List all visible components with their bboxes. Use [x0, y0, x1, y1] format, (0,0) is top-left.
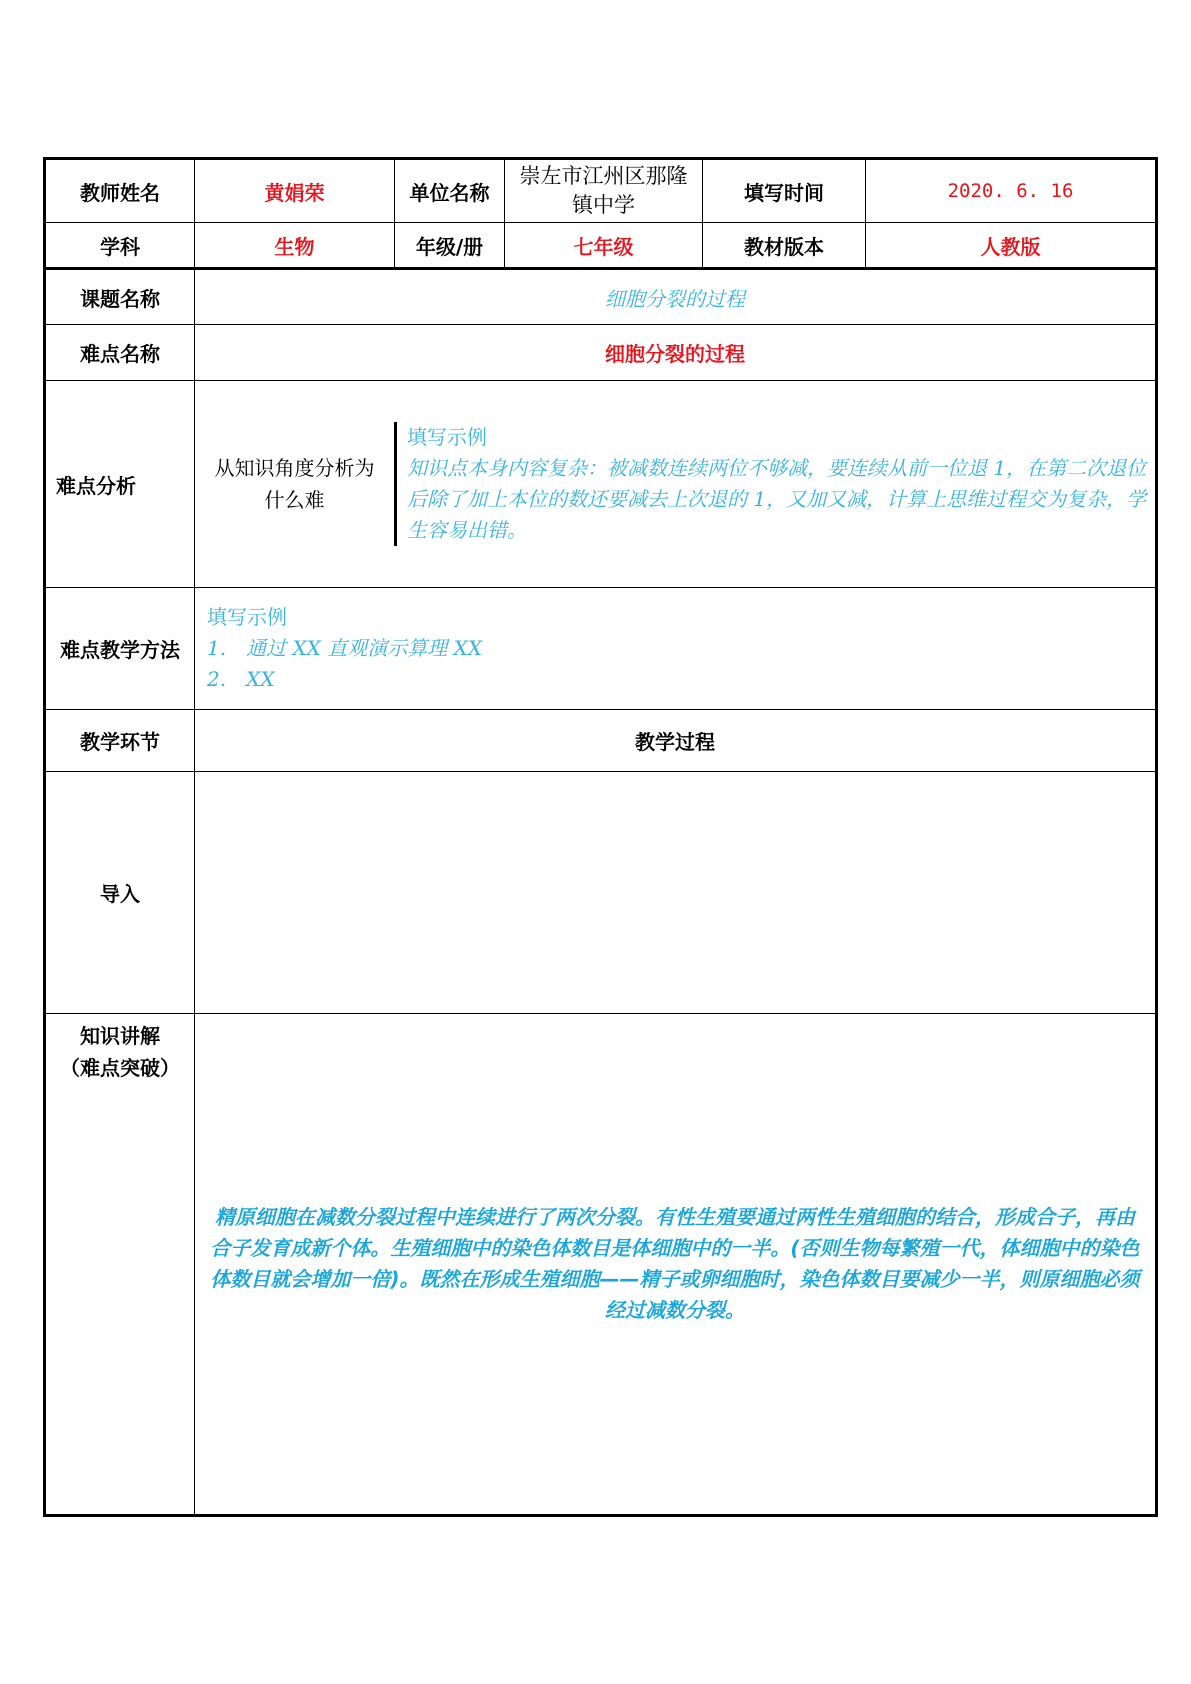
analysis-row: [45, 381, 1157, 588]
analysis-example: [397, 422, 1155, 546]
header-row-1: [45, 159, 1157, 223]
teacher-name: 黄娟荣: [195, 159, 395, 223]
knowledge-label: [45, 1014, 195, 1516]
difficulty-label: 难点名称: [45, 325, 195, 381]
topic-value: 细胞分裂的过程: [195, 269, 1157, 325]
intro-row: [45, 772, 1157, 1014]
unit-label: 单位名称: [395, 159, 505, 223]
method-item-2: 2. XX: [207, 667, 275, 691]
topic-row: [45, 269, 1157, 325]
topic-label: 课题名称: [45, 269, 195, 325]
difficulty-row: [45, 325, 1157, 381]
grade-value: 七年级: [505, 223, 703, 269]
teacher-label: 教师姓名: [45, 159, 195, 223]
knowledge-content-cell: [195, 1014, 1157, 1516]
analysis-cell: [195, 381, 1157, 588]
header-row-2: [45, 223, 1157, 269]
process-header-row: [45, 710, 1157, 772]
method-item-1: 1. 通过 XX 直观演示算理 XX: [207, 636, 483, 660]
intro-content: [195, 772, 1157, 1014]
subject-value: 生物: [195, 223, 395, 269]
edition-label: 教材版本: [703, 223, 866, 269]
intro-label: 导入: [45, 772, 195, 1014]
difficulty-value: 细胞分裂的过程: [195, 325, 1157, 381]
edition-value: 人教版: [866, 223, 1157, 269]
analysis-sub-label: 从知识角度分析为什么难: [195, 422, 397, 546]
stage-label: 教学环节: [45, 710, 195, 772]
subject-label: 学科: [45, 223, 195, 269]
analysis-label: 难点分析: [45, 381, 195, 588]
method-content: [195, 588, 1157, 710]
method-example-title: 填写示例: [207, 605, 287, 629]
grade-label: 年级/册: [395, 223, 505, 269]
fill-date: 2020. 6. 16: [866, 159, 1157, 223]
process-label: 教学过程: [195, 710, 1157, 772]
method-row: [45, 588, 1157, 710]
unit-name: 崇左市江州区那隆镇中学: [505, 159, 703, 223]
lesson-plan-table: [43, 157, 1158, 1517]
analysis-example-text: 知识点本身内容复杂：被减数连续两位不够减，要连续从前一位退 1，在第二次退位后除了加上本位的数还要减去上次退的 1，又加又减，计算上思维过程交为复杂，学生容易出错。: [407, 456, 1147, 542]
analysis-example-title: 填写示例: [407, 425, 487, 449]
knowledge-content: 精原细胞在减数分裂过程中连续进行了两次分裂。有性生殖要通过两性生殖细胞的结合，形成合子，再由合子发育成新个体。生殖细胞中的染色体数目是体细胞中的一半。(否则生物每繁殖一代，体细胞中的染色体数目就会增加一倍)。既然在形成生殖细胞——精子或卵细胞时，染色体数目要减少一半，则原细胞必须经过减数分裂。: [210, 1205, 1140, 1322]
knowledge-label-line1: 知识讲解: [80, 1024, 160, 1048]
knowledge-label-line2: （难点突破）: [60, 1056, 180, 1080]
method-label: 难点教学方法: [45, 588, 195, 710]
knowledge-row: [45, 1014, 1157, 1516]
date-label: 填写时间: [703, 159, 866, 223]
